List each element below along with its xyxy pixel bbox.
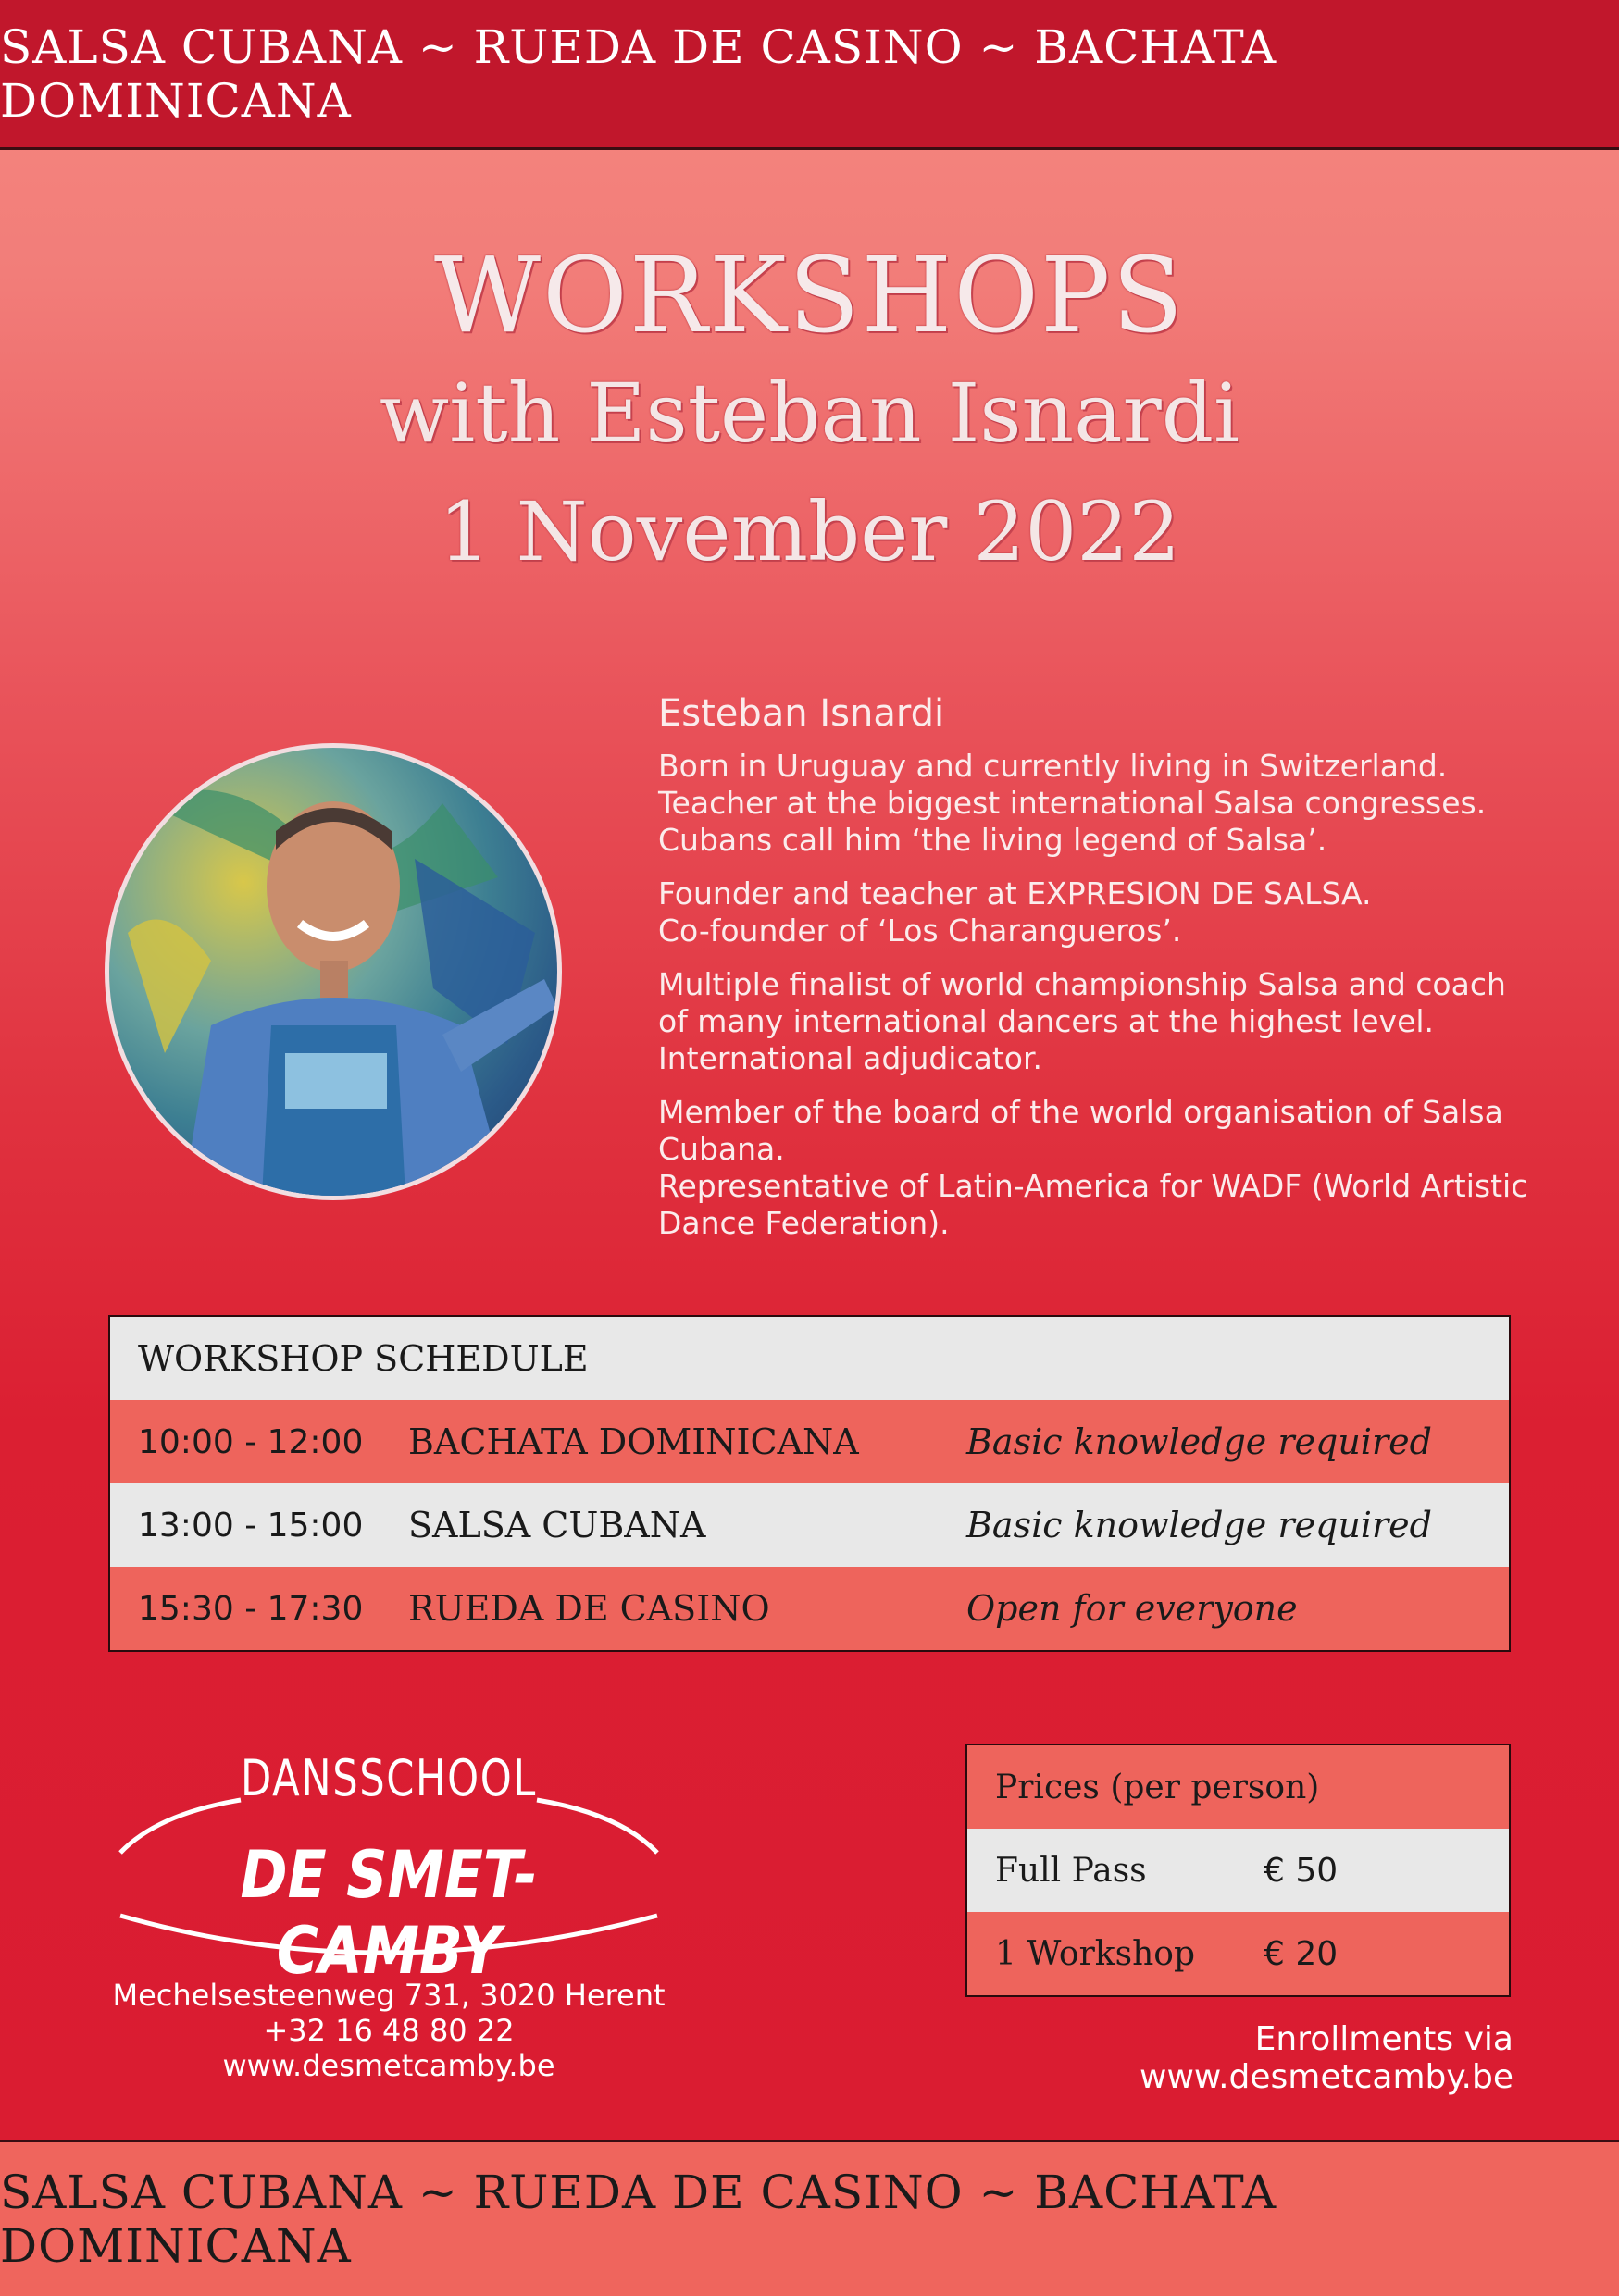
dance-school-logo (102, 1749, 676, 1989)
teacher-photo-image (109, 748, 557, 1196)
address-phone: +32 16 48 80 22 (263, 2013, 515, 2048)
address-web: www.desmetcamby.be (222, 2048, 555, 2083)
row-time: 10:00 - 12:00 (138, 1422, 364, 1461)
table-row (110, 1400, 1509, 1483)
teacher-photo (105, 743, 562, 1200)
row-level: Basic knowledge required (966, 1421, 1432, 1462)
bottom-banner-text: SALSA CUBANA ~ RUEDA DE CASINO ~ BACHATA DOMINICANA (0, 2166, 1277, 2273)
row-style: SALSA CUBANA (408, 1505, 706, 1545)
bio-paragraph: Born in Uruguay and currently living in Switzerland. Teacher at the biggest international Salsa congresses. Cubans call him ‘the living legend of Salsa’. (658, 748, 1487, 858)
table-row (110, 1483, 1509, 1567)
price-label: 1 Workshop (995, 1934, 1195, 1973)
teacher-name: Esteban Isnardi (658, 692, 945, 735)
teacher-bio (658, 692, 1538, 1259)
prices-heading: Prices (per person) (967, 1745, 1509, 1829)
row-style: RUEDA DE CASINO (408, 1588, 770, 1629)
top-banner (0, 0, 1619, 150)
row-style: BACHATA DOMINICANA (408, 1421, 859, 1462)
page-subtitle: with Esteban Isnardi (379, 366, 1240, 461)
top-banner-text: SALSA CUBANA ~ RUEDA DE CASINO ~ BACHATA DOMINICANA (0, 19, 1277, 128)
page-title: WORKSHOPS (433, 236, 1186, 356)
logo-main-text: DE SMET-CAMBY (240, 1837, 538, 1989)
event-date: 1 November 2022 (438, 484, 1181, 579)
price-value: € 50 (1264, 1851, 1339, 1890)
bio-paragraph: Multiple finalist of world championship Salsa and coach of many international dancers at the highest level. International adjudicator. (658, 966, 1506, 1076)
bio-paragraph: Founder and teacher at EXPRESION DE SALSA. Co-founder of ‘Los Charangueros’. (658, 875, 1372, 949)
table-row (967, 1829, 1509, 1912)
bottom-banner (0, 2140, 1619, 2296)
bio-paragraph: Member of the board of the world organisation of Salsa Cubana. Representative of Latin-America for WADF (World Artistic Dance Federation). (658, 1094, 1528, 1241)
school-address (102, 1978, 676, 2083)
row-time: 15:30 - 17:30 (138, 1589, 364, 1628)
row-time: 13:00 - 15:00 (138, 1506, 364, 1545)
price-label: Full Pass (995, 1851, 1147, 1890)
workshop-schedule-table (108, 1315, 1511, 1652)
address-street: Mechelsesteenweg 731, 3020 Herent (112, 1978, 666, 2013)
prices-table (965, 1744, 1511, 1997)
row-level: Open for everyone (966, 1588, 1298, 1629)
price-value: € 20 (1264, 1934, 1339, 1973)
table-row (110, 1567, 1509, 1650)
logo-top-text: DANSSCHOOL (241, 1749, 537, 1807)
enrollment-note: Enrollments via www.desmetcamby.be (1140, 2020, 1513, 2096)
table-row (967, 1912, 1509, 1995)
row-level: Basic knowledge required (966, 1505, 1432, 1545)
schedule-heading: WORKSHOP SCHEDULE (110, 1317, 1509, 1400)
